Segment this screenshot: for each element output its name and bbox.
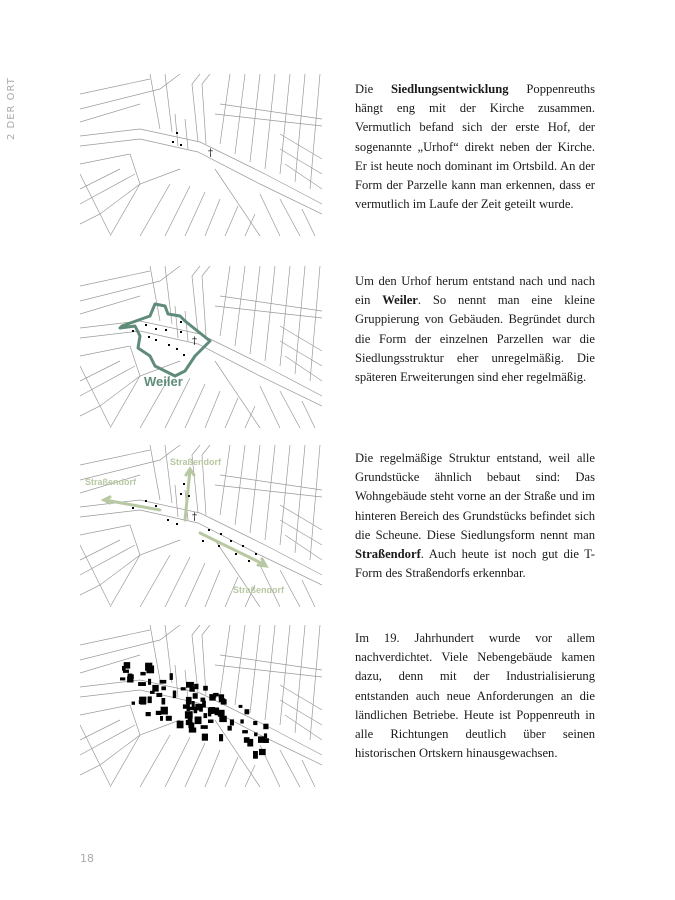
building: [242, 730, 248, 733]
building: [150, 691, 155, 694]
building: [263, 724, 268, 730]
building: [201, 698, 206, 702]
building: [254, 732, 257, 736]
strassendorf-label-east: Straßendorf: [233, 585, 285, 595]
building: [148, 679, 151, 685]
building: [219, 698, 225, 702]
map-weiler: [80, 266, 322, 428]
weiler-label: Weiler: [144, 374, 183, 389]
building: [132, 702, 135, 705]
building: [259, 749, 266, 755]
building: [186, 682, 194, 688]
building: [208, 720, 214, 724]
building: [253, 721, 257, 725]
building: [170, 673, 173, 680]
section-3-text: Die regelmäßige Struktur entstand, weil alle Grundstücke ähnlich bebaut sind: Das Wohngebäude steht vorne an der Straße und im hinteren Bereich des Grundstücks befindet sich die Scheune. Diese Siedlungsform nennt man Straßendorf. Auch heute ist noch gut die T-Form des Straßendorfs erkennbar.: [355, 451, 595, 581]
building: [201, 725, 208, 729]
building: [189, 728, 196, 733]
building: [146, 712, 151, 716]
church-icon: †: [192, 336, 197, 347]
building: [219, 734, 223, 741]
building: [258, 736, 265, 743]
building: [209, 694, 215, 701]
building: [185, 711, 193, 718]
building: [156, 693, 162, 697]
section-2-text: Um den Urhof herum entstand nach und nach ein Weiler. So nennt man eine kleine Gruppierung von Gebäuden. Begründet durch die Form der einzelnen Parzellen war die Siedlungsstruktur eher unregelmäßig. Die späteren Erweiterungen sind eher regelmäßig.: [355, 274, 595, 385]
building: [240, 719, 243, 723]
building: [122, 666, 126, 671]
building: [128, 674, 133, 682]
church-icon: †: [192, 512, 197, 523]
strassendorf-label-north: Straßendorf: [170, 457, 222, 467]
page-number: 18: [80, 852, 94, 865]
map-strassendorf: [80, 445, 322, 607]
building: [161, 707, 168, 715]
building: [188, 707, 196, 711]
section-1-text: Die Siedlungsentwicklung Poppenreuths hängt eng mit der Kirche zusammen. Vermutlich befand sich der erste Hof, der sogenannte „Urhof“ direkt neben der Kirche. Er ist heute noch dominant im Ortsbild. An der Form der Parzelle kann man erkennen, dass er vermutlich im Laufe der Zeit geteilt wurde.: [355, 82, 595, 212]
building: [202, 734, 208, 741]
building: [156, 711, 161, 715]
building: [140, 672, 145, 676]
building: [264, 738, 269, 743]
building: [160, 716, 163, 721]
building: [138, 682, 146, 686]
building: [228, 726, 232, 731]
building: [204, 713, 208, 718]
building: [230, 719, 234, 725]
chapter-marker: [6, 77, 20, 140]
building: [186, 697, 192, 705]
building: [145, 663, 152, 671]
building: [245, 709, 250, 714]
building: [195, 704, 202, 711]
map-nachverdichtung: [80, 625, 322, 787]
building: [161, 686, 166, 690]
building: [219, 694, 225, 698]
building: [188, 722, 193, 725]
building: [152, 685, 158, 692]
building: [140, 697, 146, 705]
building: [247, 739, 253, 747]
church-icon: †: [208, 148, 213, 159]
building: [193, 693, 198, 699]
building: [148, 696, 152, 703]
building: [177, 721, 184, 729]
building: [173, 691, 176, 699]
building: [253, 751, 258, 759]
strassendorf-label-west: Straßendorf: [85, 477, 137, 487]
building: [166, 716, 172, 721]
building: [162, 698, 166, 705]
building: [181, 687, 186, 690]
building: [208, 708, 211, 716]
building: [160, 680, 167, 684]
building: [195, 717, 202, 725]
building: [212, 707, 215, 711]
building: [189, 687, 194, 692]
building: [203, 686, 208, 691]
building: [215, 708, 220, 716]
section-4-text: Im 19. Jahrhundert wurde vor allem nachverdichtet. Viele Nebengebäude kamen dazu, denn mit der Industrialisierung entstanden auch neue Anforderungen an die ländlichen Betriebe. Heute ist Poppenreuth in alle Richtungen deutlich über seinen historischen Ortskern hinausgewachsen.: [355, 631, 595, 761]
building: [239, 705, 243, 708]
building: [183, 704, 189, 708]
building: [120, 677, 125, 680]
map-urhof: [80, 74, 322, 236]
chapter-label: 2 DER ORT: [6, 77, 17, 140]
